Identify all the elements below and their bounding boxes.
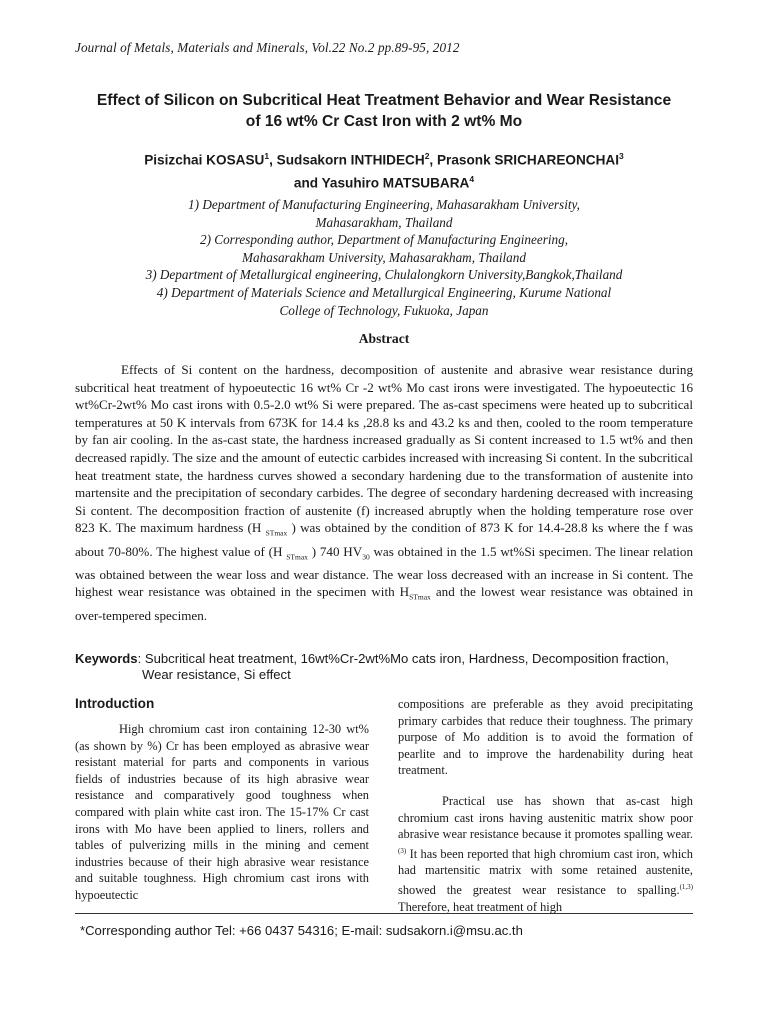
abstract-text: Effects of Si content on the hardness, decomposition of austenite and abrasive wear resistance during subcritical heat treatment of hypoeutectic 16 wt% Cr -2 wt% Mo cast irons were investigated. The hypoeutectic 16 wt%Cr-2wt% Mo cast irons with 0.5-2.0 wt% Si were prepared. The as-cast specimens were heated up to subcritical temperatures at 50 K intervals from 673K for 14.4 ks ,28.8 ks and 43.2 ks and then, cooled to the room temperature by fan air cooling. In the as-cast state, the hardness increased gradually as Si content increased to 1.5 wt% and then decreased rapidly. The size and the amount of eutectic carbides increased with increasing Si content. In the subcritical heat treatment state, the hardness curves showed a secondary hardening due to the transformation of austenite into martensite and the precipitation of secondary carbides. The degree of secondary hardening decreased with increasing Si content. The decomposition fraction of austenite (f) increased abruptly when the holding temperature rose over 823 K. The maximum hardness (H bbox=[75, 362, 693, 536]
affiliation-line: 2) Corresponding author, Department of Manufacturing Engineering, bbox=[199, 232, 568, 248]
affiliation-line: Mahasarakham, Thailand bbox=[315, 214, 453, 230]
corresponding-author-footnote: *Corresponding author Tel: +66 0437 54316; E-mail: sudsakorn.i@msu.ac.th bbox=[80, 923, 523, 938]
paragraph-text: It has been reported that high chromium cast iron, which had martensitic matrix with some retained austenite, showed the greatest wear resistance to spalling. bbox=[398, 846, 693, 898]
author-list bbox=[60, 147, 708, 192]
introduction-paragraph: High chromium cast iron containing 12-30 wt% (as shown by %) Cr has been employed as abrasive wear resistant material for parts and components in various fields of industries because of its high abrasive wear resistance and comparatively good toughness when compared with plain white cast iron. The 15-17% Cr cast irons with Mo have been applied to liners, rollers and tables of pulverizing mills in the mining and cement industries because of their high abrasive wear resistance and suitable toughness. High chromium cast irons with hypoeutectic bbox=[75, 722, 369, 902]
author-name: Prasonk SRICHAREONCHAI bbox=[436, 152, 620, 168]
introduction-heading: Introduction bbox=[75, 696, 155, 711]
abstract-heading: Abstract bbox=[358, 331, 410, 346]
author-affil-mark: 4 bbox=[469, 173, 475, 184]
abstract-subscript: STmax bbox=[265, 528, 288, 538]
affiliations bbox=[60, 196, 708, 319]
abstract-text: was obtained in the 1.5 wt%Si specimen. The linear relation was obtained between the wear loss and wear distance. The wear loss decreased with an increase in Si content. The highest wear resistance was obtained in the specimen with H bbox=[75, 543, 693, 600]
abstract-text: ) was obtained by the condition of 873 K for 14.4-28.8 ks where the f was about 70-80%. The highest value of (H bbox=[75, 520, 693, 559]
title-line-1: Effect of Silicon on Subcritical Heat Treatment Behavior and Wear Resistance bbox=[96, 92, 672, 109]
introduction-paragraph bbox=[398, 793, 693, 915]
affiliation-line: 3) Department of Metallurgical engineering, Chulalongkorn University,Bangkok,Thailand bbox=[145, 267, 623, 283]
author-line-2: and Yasuhiro MATSUBARA$^4$ bbox=[293, 173, 475, 191]
keywords-line-2: Wear resistance, Si effect bbox=[142, 667, 291, 682]
citation-mark: (3) bbox=[398, 846, 407, 855]
paper-title bbox=[60, 90, 708, 132]
author-affil-mark: 2 bbox=[424, 151, 430, 161]
left-column bbox=[75, 696, 369, 904]
author-name: Sudsakorn INTHIDECH bbox=[276, 152, 425, 168]
author-name: Pisizchai KOSASU bbox=[144, 152, 265, 168]
right-column bbox=[398, 696, 693, 915]
abstract-subscript: 30 bbox=[362, 552, 370, 562]
author-line-1: Pisizchai KOSASU$^1$, Sudsakorn INTHIDECH$^2$, Prasonk SRICHAREONCHAI$^3$ bbox=[144, 151, 624, 168]
journal-citation: Journal of Metals, Materials and Minerals, Vol.22 No.2 pp.89-95, 2012 bbox=[75, 40, 460, 55]
abstract-subscript: STmax bbox=[286, 552, 308, 562]
introduction-paragraph: compositions are preferable as they avoid precipitating primary carbides that reduce their toughness. The primary purpose of Mo addition is to avoid the formation of pearlite and to improve the hardenability during heat treatment. bbox=[398, 697, 693, 778]
affiliation-line: 4) Department of Materials Science and Metallurgical Engineering, Kurume National bbox=[156, 284, 612, 300]
keywords bbox=[75, 651, 693, 683]
footnote-divider bbox=[75, 913, 693, 914]
keywords-label: Keywords bbox=[75, 651, 138, 666]
abstract-subscript: STmax bbox=[409, 592, 431, 602]
citation-mark: (1,3) bbox=[679, 883, 693, 892]
abstract-text: and the lowest wear resistance was obtained in over-tempered specimen. bbox=[75, 584, 693, 623]
title-line-2: of 16 wt% Cr Cast Iron with 2 wt% Mo bbox=[245, 113, 523, 130]
affiliation-line: 1) Department of Manufacturing Engineering, Mahasarakham University, bbox=[188, 197, 580, 212]
author-affil-mark: 3 bbox=[619, 151, 624, 161]
abstract-text: ) 740 HV bbox=[311, 543, 363, 559]
abstract-body bbox=[75, 361, 693, 624]
author-name: Yasuhiro MATSUBARA bbox=[321, 175, 470, 191]
affiliation-line: Mahasarakham University, Mahasarakham, Thailand bbox=[242, 249, 526, 265]
paragraph-text: Therefore, heat treatment of high bbox=[398, 899, 563, 914]
affiliation-line: College of Technology, Fukuoka, Japan bbox=[279, 302, 489, 318]
paragraph-text: Practical use has shown that as-cast high chromium cast irons having austenitic matrix show poor abrasive wear resistance because it promotes spalling wear. bbox=[398, 793, 693, 842]
keywords-line-1: : Subcritical heat treatment, 16wt%Cr-2wt%Mo cats iron, Hardness, Decomposition fraction, bbox=[137, 651, 669, 666]
author-affil-mark: 1 bbox=[264, 151, 270, 161]
